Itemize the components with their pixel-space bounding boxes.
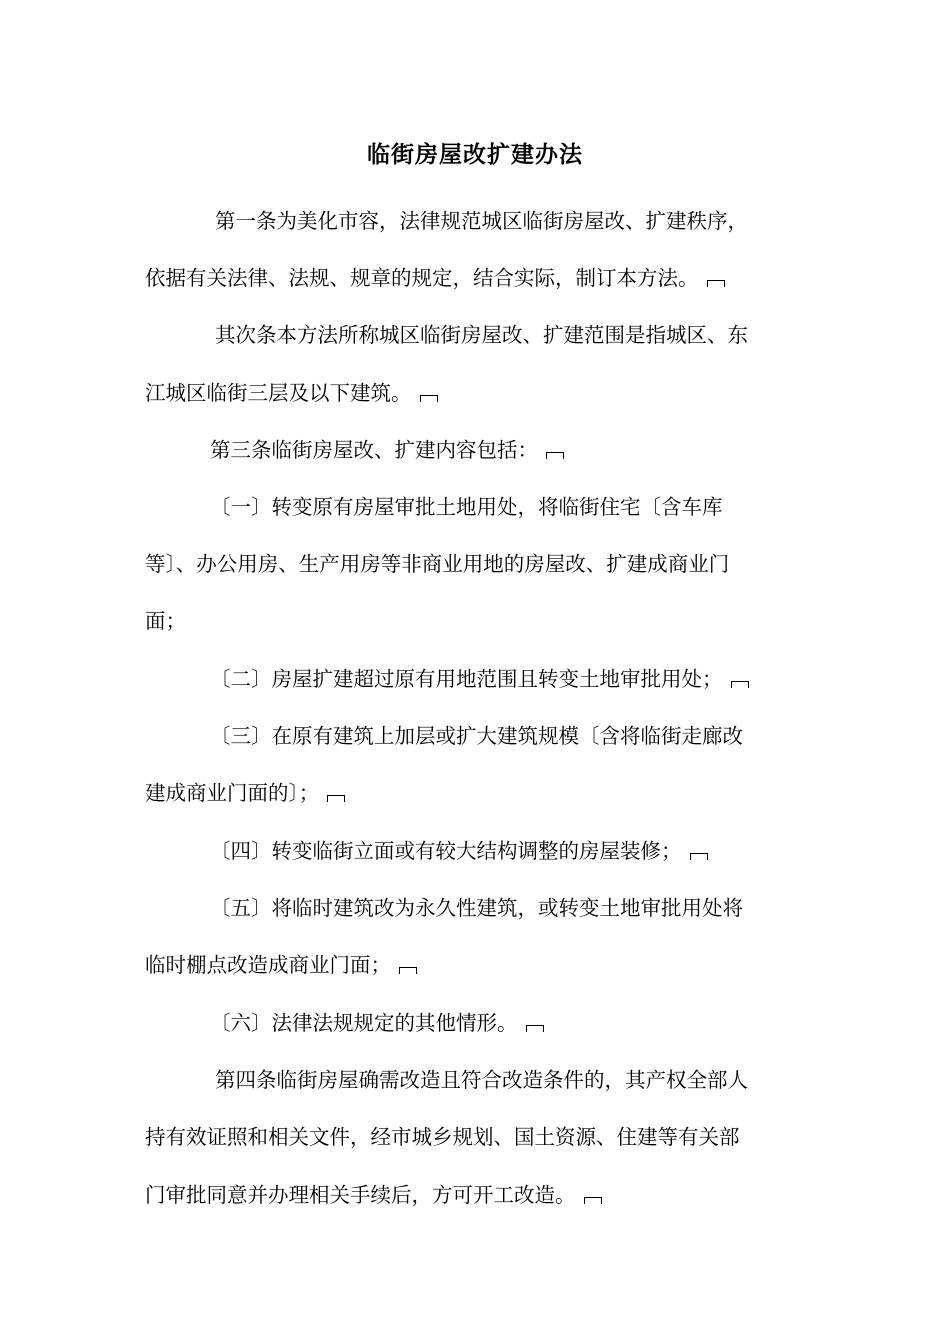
paragraph-mark-icon (690, 853, 708, 860)
text-line: 面； (145, 609, 186, 633)
text-line: 等〕、办公用房、生产用房等非商业用地的房屋改、扩建成商业门 (145, 552, 730, 576)
text-line: 第四条临街房屋确需改造且符合改造条件的，其产权全部人 (215, 1068, 748, 1092)
document-title: 临街房屋改扩建办法 (367, 141, 583, 168)
text-line: 〔六〕法律法规规定的其他情形。 (210, 1010, 544, 1036)
text-line: 〔五〕将临时建筑改为永久性建筑，或转变土地审批用处将 (210, 896, 743, 920)
text-line: 其次条本方法所称城区临街房屋改、扩建范围是指城区、东 (215, 323, 748, 347)
text-line: 建成商业门面的〕； (145, 780, 345, 806)
text-line: 持有效证照和相关文件，经市城乡规划、国土资源、住建等有关部 (145, 1125, 740, 1149)
paragraph-mark-icon (546, 452, 564, 459)
text-line: 临时棚点改造成商业门面； (145, 952, 417, 978)
text-line: 〔四〕转变临街立面或有较大结构调整的房屋装修； (210, 838, 708, 864)
text-line: 依据有关法律、法规、规章的规定，结合实际，制订本方法。 (145, 265, 725, 291)
text-line: 〔二〕房屋扩建超过原有用地范围且转变土地审批用处； (210, 666, 749, 692)
paragraph-mark-icon (526, 1025, 544, 1032)
paragraph-mark-icon (731, 681, 749, 688)
text-line: 江城区临街三层及以下建筑。 (145, 380, 438, 406)
text-line: 〔三〕在原有建筑上加层或扩大建筑规模〔含将临街走廊改 (210, 724, 743, 748)
text-line: 第一条为美化市容，法律规范城区临街房屋改、扩建秩序， (215, 209, 748, 233)
paragraph-mark-icon (707, 280, 725, 287)
paragraph-mark-icon (399, 967, 417, 974)
text-line: 门审批同意并办理相关手续后，方可开工改造。 (145, 1182, 602, 1208)
paragraph-mark-icon (584, 1197, 602, 1204)
paragraph-mark-icon (327, 795, 345, 802)
text-line: 〔一〕转变原有房屋审批土地用处，将临街住宅〔含车库 (210, 495, 723, 519)
text-line: 第三条临街房屋改、扩建内容包括： (210, 437, 564, 463)
paragraph-mark-icon (420, 395, 438, 402)
